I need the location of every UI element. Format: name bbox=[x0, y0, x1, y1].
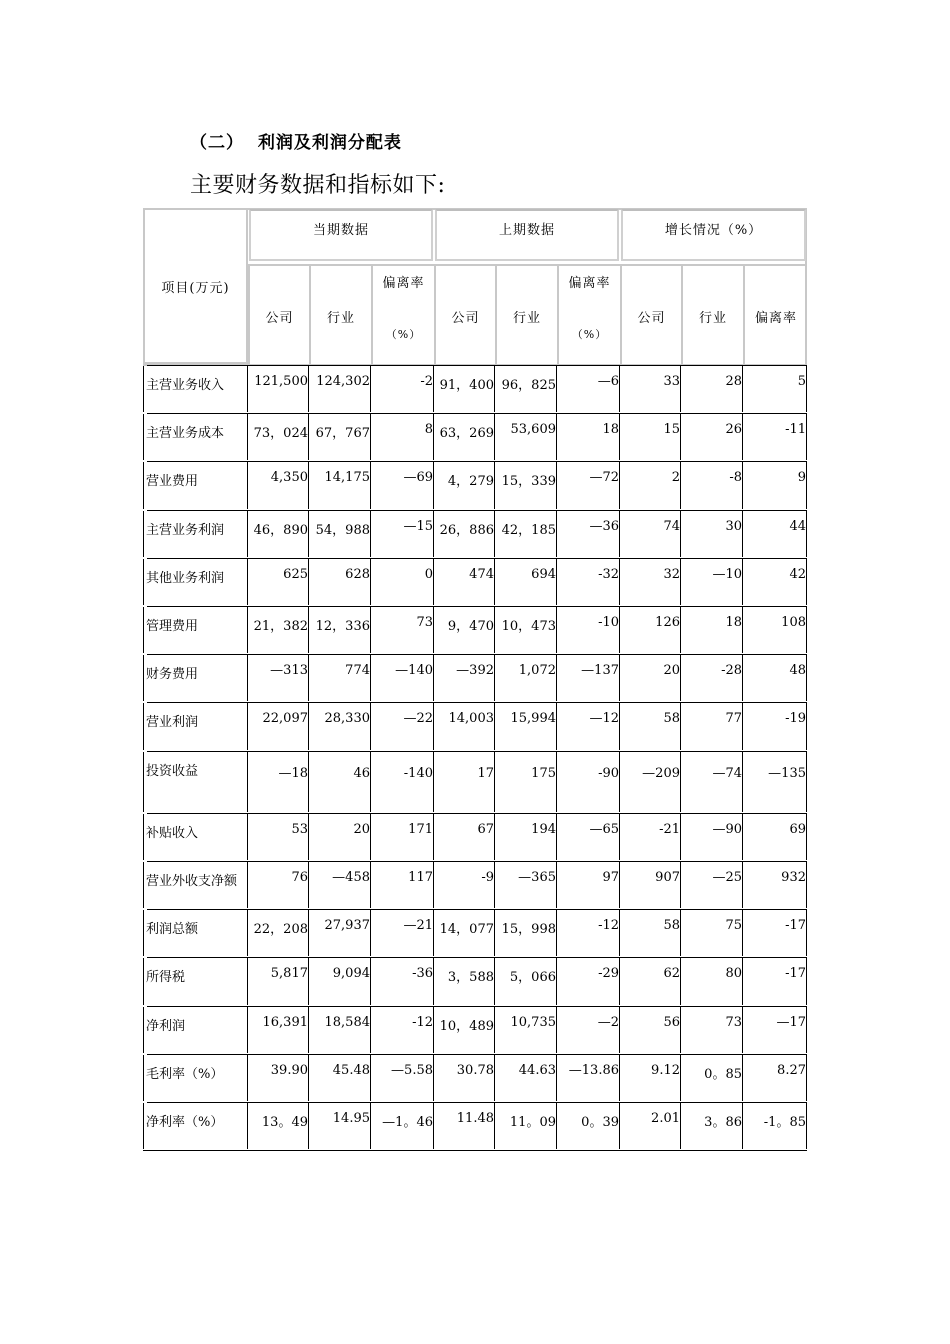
sub-header-industry: 行业 bbox=[681, 264, 743, 366]
row-label: 主营业务利润 bbox=[143, 511, 248, 557]
sub-header-company: 公司 bbox=[620, 264, 681, 366]
table-cell: 932 bbox=[743, 862, 807, 908]
table-cell: 80 bbox=[681, 958, 743, 1004]
table-cell: 73 bbox=[371, 607, 434, 653]
table-cell: 74 bbox=[620, 511, 681, 557]
table-cell: 2.01 bbox=[620, 1103, 681, 1149]
table-cell: 628 bbox=[309, 559, 371, 605]
table-cell: 44.63 bbox=[495, 1055, 557, 1101]
table-cell: —2 bbox=[557, 1007, 620, 1053]
group-header: 上期数据 bbox=[435, 209, 619, 261]
row-label: 管理费用 bbox=[143, 607, 248, 653]
table-cell: 121,500 bbox=[248, 366, 309, 412]
table-cell: -17 bbox=[743, 958, 807, 1004]
table-cell: 15，339 bbox=[495, 462, 557, 508]
table-cell: 175 bbox=[495, 752, 557, 812]
table-cell: 12，336 bbox=[309, 607, 371, 653]
table-cell: -140 bbox=[371, 752, 434, 812]
table-cell: 33 bbox=[620, 366, 681, 412]
table-cell: 22，208 bbox=[248, 910, 309, 956]
sub-header-industry: 行业 bbox=[309, 264, 371, 366]
sub-header-deviation: 偏离率 bbox=[743, 264, 807, 366]
table-cell: —137 bbox=[557, 655, 620, 701]
table-cell: 4,350 bbox=[248, 462, 309, 508]
table-cell: —72 bbox=[557, 462, 620, 508]
table-cell: 96，825 bbox=[495, 366, 557, 412]
table-cell: —140 bbox=[371, 655, 434, 701]
table-cell: -2 bbox=[371, 366, 434, 412]
table-cell: 14,175 bbox=[309, 462, 371, 508]
section-heading: （二） 利润及利润分配表 bbox=[190, 133, 402, 153]
table-cell: 18,584 bbox=[309, 1007, 371, 1053]
table-cell: -1。85 bbox=[743, 1103, 807, 1149]
table-cell: —458 bbox=[309, 862, 371, 908]
table-cell: 20 bbox=[309, 814, 371, 860]
sub-header-industry: 行业 bbox=[495, 264, 557, 366]
table-cell: 2 bbox=[620, 462, 681, 508]
table-cell: 42 bbox=[743, 559, 807, 605]
table-cell: —365 bbox=[495, 862, 557, 908]
row-label: 投资收益 bbox=[143, 752, 248, 812]
row-label: 补贴收入 bbox=[143, 814, 248, 860]
table-cell: 16,391 bbox=[248, 1007, 309, 1053]
table-cell: 75 bbox=[681, 910, 743, 956]
table-cell: —18 bbox=[248, 752, 309, 812]
table-cell: 32 bbox=[620, 559, 681, 605]
table-cell: -90 bbox=[557, 752, 620, 812]
table-cell: 91，400 bbox=[434, 366, 495, 412]
table-cell: 73 bbox=[681, 1007, 743, 1053]
table-cell: 10，473 bbox=[495, 607, 557, 653]
sub-header-deviation bbox=[371, 264, 434, 366]
table-cell: -12 bbox=[371, 1007, 434, 1053]
sub-header-company: 公司 bbox=[248, 264, 309, 366]
table-cell: 0。85 bbox=[681, 1055, 743, 1101]
deviation-unit: （%） bbox=[385, 328, 422, 341]
table-cell: 5 bbox=[743, 366, 807, 412]
table-cell: 0 bbox=[371, 559, 434, 605]
table-cell: 15 bbox=[620, 414, 681, 460]
table-cell: -36 bbox=[371, 958, 434, 1004]
table-cell: 76 bbox=[248, 862, 309, 908]
table-cell: —22 bbox=[371, 703, 434, 749]
section-subheading: 主要财务数据和指标如下: bbox=[190, 173, 446, 198]
table-cell: 9,094 bbox=[309, 958, 371, 1004]
table-cell: 28 bbox=[681, 366, 743, 412]
deviation-label: 偏离率 bbox=[382, 276, 425, 291]
table-cell: —25 bbox=[681, 862, 743, 908]
row-label: 营业利润 bbox=[143, 703, 248, 749]
table-cell: -17 bbox=[743, 910, 807, 956]
table-cell: 30.78 bbox=[434, 1055, 495, 1101]
table-cell: 42，185 bbox=[495, 511, 557, 557]
table-cell: -9 bbox=[434, 862, 495, 908]
table-cell: 14,003 bbox=[434, 703, 495, 749]
row-label: 利润总额 bbox=[143, 910, 248, 956]
table-cell: 63，269 bbox=[434, 414, 495, 460]
table-cell: 58 bbox=[620, 910, 681, 956]
table-cell: 907 bbox=[620, 862, 681, 908]
table-cell: 53,609 bbox=[495, 414, 557, 460]
table-cell: -29 bbox=[557, 958, 620, 1004]
table-cell: —17 bbox=[743, 1007, 807, 1053]
table-cell: 44 bbox=[743, 511, 807, 557]
table-cell: 56 bbox=[620, 1007, 681, 1053]
sub-header-company: 公司 bbox=[434, 264, 495, 366]
table-cell: -10 bbox=[557, 607, 620, 653]
table-cell: —10 bbox=[681, 559, 743, 605]
table-cell: 46，890 bbox=[248, 511, 309, 557]
table-cell: 18 bbox=[557, 414, 620, 460]
table-cell: —392 bbox=[434, 655, 495, 701]
table-cell: 171 bbox=[371, 814, 434, 860]
table-cell: 14，077 bbox=[434, 910, 495, 956]
table-cell: 3，588 bbox=[434, 958, 495, 1004]
table-cell: 8 bbox=[371, 414, 434, 460]
table-cell: 9，470 bbox=[434, 607, 495, 653]
deviation-unit: （%） bbox=[571, 328, 608, 341]
table-cell: —21 bbox=[371, 910, 434, 956]
table-cell: 97 bbox=[557, 862, 620, 908]
table-cell: 45.48 bbox=[309, 1055, 371, 1101]
table-cell: 15，998 bbox=[495, 910, 557, 956]
row-label: 毛利率（%） bbox=[143, 1055, 248, 1101]
row-label: 财务费用 bbox=[143, 655, 248, 701]
table-cell: —69 bbox=[371, 462, 434, 508]
deviation-label: 偏离率 bbox=[568, 276, 611, 291]
table-cell: —313 bbox=[248, 655, 309, 701]
table-cell: 124,302 bbox=[309, 366, 371, 412]
row-label: 主营业务收入 bbox=[143, 366, 248, 412]
table-cell: 17 bbox=[434, 752, 495, 812]
row-label: 营业外收支净额 bbox=[143, 862, 248, 908]
table-cell: 10,735 bbox=[495, 1007, 557, 1053]
table-cell: —5.58 bbox=[371, 1055, 434, 1101]
table-cell: 1,072 bbox=[495, 655, 557, 701]
table-cell: -21 bbox=[620, 814, 681, 860]
table-cell: 53 bbox=[248, 814, 309, 860]
table-cell: —12 bbox=[557, 703, 620, 749]
table-cell: 11。09 bbox=[495, 1103, 557, 1149]
table-cell: 69 bbox=[743, 814, 807, 860]
table-cell: —36 bbox=[557, 511, 620, 557]
table-cell: 0。39 bbox=[557, 1103, 620, 1149]
table-cell: —1。46 bbox=[371, 1103, 434, 1149]
group-header: 增长情况（%） bbox=[621, 209, 806, 261]
table-cell: 22,097 bbox=[248, 703, 309, 749]
sub-header-deviation bbox=[557, 264, 620, 366]
table-cell: -32 bbox=[557, 559, 620, 605]
table-cell: 9 bbox=[743, 462, 807, 508]
table-cell: 67，767 bbox=[309, 414, 371, 460]
table-cell: 625 bbox=[248, 559, 309, 605]
row-label: 营业费用 bbox=[143, 462, 248, 508]
table-cell: 13。49 bbox=[248, 1103, 309, 1149]
table-cell: 27,937 bbox=[309, 910, 371, 956]
row-label: 净利率（%） bbox=[143, 1103, 248, 1149]
table-cell: 4，279 bbox=[434, 462, 495, 508]
table-cell: -11 bbox=[743, 414, 807, 460]
table-cell: 126 bbox=[620, 607, 681, 653]
table-cell: 18 bbox=[681, 607, 743, 653]
table-cell: 30 bbox=[681, 511, 743, 557]
row-label: 其他业务利润 bbox=[143, 559, 248, 605]
table-cell: 5,817 bbox=[248, 958, 309, 1004]
table-bottom-border bbox=[143, 1150, 807, 1151]
table-cell: —13.86 bbox=[557, 1055, 620, 1101]
table-cell: 77 bbox=[681, 703, 743, 749]
table-cell: 108 bbox=[743, 607, 807, 653]
table-cell: —65 bbox=[557, 814, 620, 860]
table-cell: —6 bbox=[557, 366, 620, 412]
table-cell: —90 bbox=[681, 814, 743, 860]
table-cell: 117 bbox=[371, 862, 434, 908]
table-cell: 9.12 bbox=[620, 1055, 681, 1101]
table-cell: 20 bbox=[620, 655, 681, 701]
row-label: 主营业务成本 bbox=[143, 414, 248, 460]
row-label: 所得税 bbox=[143, 958, 248, 1004]
table-cell: 48 bbox=[743, 655, 807, 701]
table-cell: —135 bbox=[743, 752, 807, 812]
table-cell: 8.27 bbox=[743, 1055, 807, 1101]
table-cell: 15,994 bbox=[495, 703, 557, 749]
item-header: 项目(万元) bbox=[145, 210, 248, 364]
table-cell: 26，886 bbox=[434, 511, 495, 557]
table-cell: 67 bbox=[434, 814, 495, 860]
table-cell: -8 bbox=[681, 462, 743, 508]
table-cell: 3。86 bbox=[681, 1103, 743, 1149]
row-label: 净利润 bbox=[143, 1007, 248, 1053]
table-cell: 39.90 bbox=[248, 1055, 309, 1101]
financial-table bbox=[143, 208, 807, 1155]
table-cell: -28 bbox=[681, 655, 743, 701]
table-cell: 14.95 bbox=[309, 1103, 371, 1149]
table-cell: 28,330 bbox=[309, 703, 371, 749]
table-cell: 474 bbox=[434, 559, 495, 605]
table-cell: 10，489 bbox=[434, 1007, 495, 1053]
table-cell: 46 bbox=[309, 752, 371, 812]
table-cell: 21，382 bbox=[248, 607, 309, 653]
table-cell: 11.48 bbox=[434, 1103, 495, 1149]
table-cell: —15 bbox=[371, 511, 434, 557]
table-cell: 694 bbox=[495, 559, 557, 605]
table-cell: 62 bbox=[620, 958, 681, 1004]
table-cell: 194 bbox=[495, 814, 557, 860]
table-cell: 774 bbox=[309, 655, 371, 701]
table-cell: 58 bbox=[620, 703, 681, 749]
table-cell: 5，066 bbox=[495, 958, 557, 1004]
table-cell: —209 bbox=[620, 752, 681, 812]
table-cell: -12 bbox=[557, 910, 620, 956]
table-cell: 73，024 bbox=[248, 414, 309, 460]
table-cell: 26 bbox=[681, 414, 743, 460]
table-cell: —74 bbox=[681, 752, 743, 812]
group-header: 当期数据 bbox=[249, 209, 433, 261]
table-cell: -19 bbox=[743, 703, 807, 749]
table-cell: 54，988 bbox=[309, 511, 371, 557]
